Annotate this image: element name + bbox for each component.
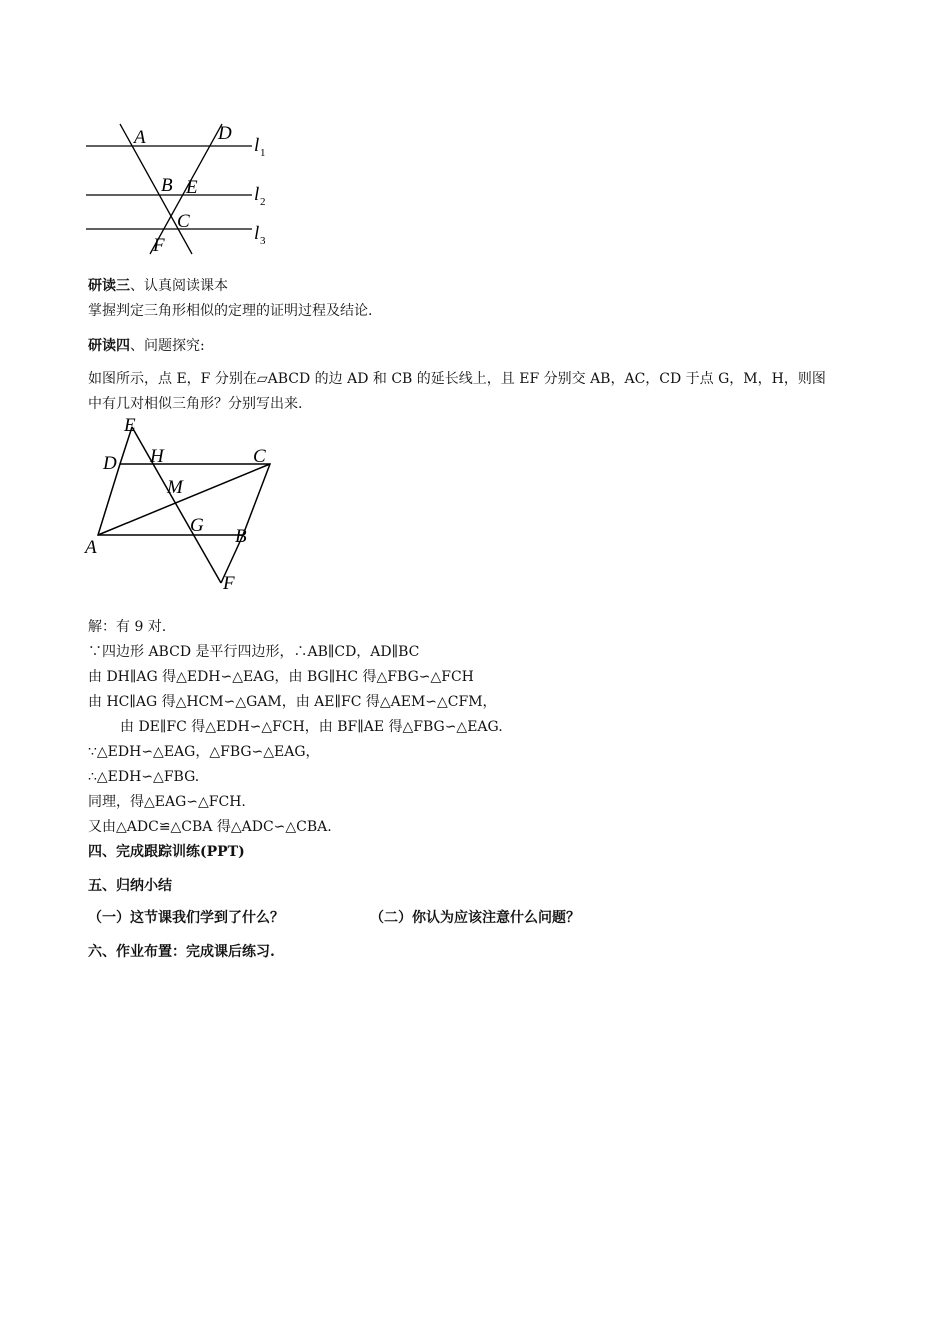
label-c2: C — [253, 446, 266, 467]
label-l1: l — [254, 135, 260, 156]
summary-question-2: （二）你认为应该注意什么问题？ — [370, 910, 580, 926]
label-f2: F — [223, 573, 235, 594]
section4b-heading: 四、完成跟踪训练(PPT) — [88, 844, 245, 860]
label-l3-sub: 3 — [260, 235, 266, 247]
solution-line-3: 由 DH∥AG 得△EDH∽△EAG，由 BG∥HC 得△FBG∽△FCH — [88, 669, 474, 685]
label-b: B — [161, 175, 173, 196]
figure-parallelogram — [80, 414, 290, 596]
label-e: E — [186, 177, 198, 198]
label-m2: M — [167, 477, 183, 498]
section5-heading: 五、归纳小结 — [88, 878, 172, 894]
section3-heading: 研读三 — [88, 278, 130, 294]
label-d: D — [218, 123, 232, 144]
line-ef — [132, 427, 221, 583]
solution-line-2: ∵四边形 ABCD 是平行四边形，∴AB∥CD，AD∥BC — [88, 644, 420, 660]
solution-line-4: 由 HC∥AG 得△HCM∽△GAM，由 AE∥FC 得△AEM∽△CFM， — [88, 694, 497, 710]
label-e2: E — [124, 415, 136, 436]
solution-line-8: 同理，得△EAG∽△FCH. — [88, 794, 246, 810]
section4-heading: 研读四 — [88, 338, 130, 354]
label-l3: l — [254, 223, 260, 244]
label-c: C — [177, 211, 190, 232]
solution-line-9: 又由△ADC≌△CBA 得△ADC∽△CBA. — [88, 819, 332, 835]
summary-question-1: （一）这节课我们学到了什么？ — [88, 910, 284, 926]
solution-line-5: 由 DE∥FC 得△EDH∽△FCH，由 BF∥AE 得△FBG∽△EAG. — [120, 719, 503, 735]
label-f: F — [153, 235, 165, 256]
section4-heading-rest: 、问题探究: — [130, 338, 205, 354]
section3-body: 掌握判定三角形相似的定理的证明过程及结论. — [88, 303, 373, 319]
solution-line-7: ∴△EDH∽△FBG. — [88, 769, 200, 785]
section3-heading-line — [88, 276, 228, 296]
label-l2-sub: 2 — [260, 196, 266, 208]
solution-line-6: ∵△EDH∽△EAG，△FBG∽△EAG， — [88, 744, 320, 760]
figure-parallel-lines — [80, 118, 280, 258]
section3-heading-rest: 、认真阅读课本 — [130, 278, 228, 294]
label-b2: B — [235, 526, 247, 547]
problem-line-2: 中有几对相似三角形？分别写出来. — [88, 396, 303, 412]
label-l2: l — [254, 184, 260, 205]
label-a: A — [134, 127, 146, 148]
diagonal-ac — [98, 464, 270, 535]
label-h2: H — [150, 446, 164, 467]
label-g2: G — [190, 515, 204, 536]
label-l1-sub: 1 — [260, 147, 266, 159]
label-d2: D — [103, 453, 117, 474]
solution-line-1: 解：有 9 对. — [88, 619, 167, 635]
section4-heading-line — [88, 336, 205, 356]
label-a2: A — [85, 537, 97, 558]
problem-line-1: 如图所示，点 E，F 分别在▱ABCD 的边 AD 和 CB 的延长线上，且 EF 分别交 AB，AC，CD 于点 G，M，H，则图 — [88, 371, 826, 387]
section6-heading: 六、作业布置：完成课后练习. — [88, 944, 275, 960]
